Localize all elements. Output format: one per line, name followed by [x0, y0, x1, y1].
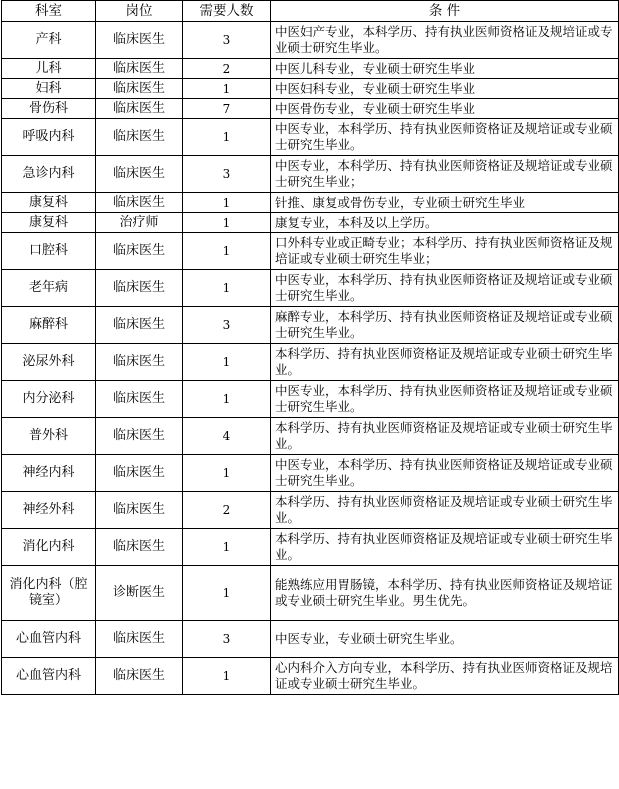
- dept-cell: 消化内科（腔镜室）: [2, 566, 96, 621]
- position-cell: 治疗师: [96, 213, 183, 233]
- position-cell: 临床医生: [96, 59, 183, 79]
- header-row: [2, 1, 619, 22]
- conditions-cell: 中医专业，本科学历、持有执业医师资格证及规培证或专业硕士研究生毕业。: [271, 381, 619, 418]
- dept-cell: 妇科: [2, 79, 96, 99]
- table-row: [2, 566, 619, 621]
- position-cell: 临床医生: [96, 621, 183, 658]
- count-cell: 3: [183, 156, 271, 193]
- table-row: [2, 344, 619, 381]
- table-row: [2, 621, 619, 658]
- recruitment-table: [1, 0, 619, 695]
- table-row: [2, 156, 619, 193]
- dept-cell: 心血管内科: [2, 621, 96, 658]
- dept-cell: 康复科: [2, 193, 96, 213]
- position-cell: 诊断医生: [96, 566, 183, 621]
- dept-cell: 产科: [2, 22, 96, 59]
- count-cell: 1: [183, 233, 271, 270]
- position-cell: 临床医生: [96, 270, 183, 307]
- position-cell: 临床医生: [96, 381, 183, 418]
- count-cell: 1: [183, 193, 271, 213]
- conditions-cell: 本科学历、持有执业医师资格证及规培证或专业硕士研究生毕业。: [271, 529, 619, 566]
- table-row: [2, 193, 619, 213]
- table-row: [2, 22, 619, 59]
- dept-cell: 消化内科: [2, 529, 96, 566]
- count-cell: 2: [183, 59, 271, 79]
- table-row: [2, 213, 619, 233]
- dept-cell: 急诊内科: [2, 156, 96, 193]
- position-cell: 临床医生: [96, 307, 183, 344]
- dept-cell: 康复科: [2, 213, 96, 233]
- count-cell: 3: [183, 621, 271, 658]
- count-cell: 1: [183, 381, 271, 418]
- position-cell: 临床医生: [96, 233, 183, 270]
- position-cell: 临床医生: [96, 418, 183, 455]
- count-cell: 1: [183, 213, 271, 233]
- conditions-cell: 本科学历、持有执业医师资格证及规培证或专业硕士研究生毕业。: [271, 418, 619, 455]
- position-cell: 临床医生: [96, 455, 183, 492]
- position-cell: 临床医生: [96, 119, 183, 156]
- header-conditions: 条 件: [271, 1, 619, 22]
- header-count: 需要人数: [183, 1, 271, 22]
- conditions-cell: 口外科专业或正畸专业；本科学历、持有执业医师资格证及规培证或专业硕士研究生毕业；: [271, 233, 619, 270]
- dept-cell: 神经内科: [2, 455, 96, 492]
- conditions-cell: 中医妇科专业，专业硕士研究生毕业: [271, 79, 619, 99]
- count-cell: 4: [183, 418, 271, 455]
- conditions-cell: 针推、康复或骨伤专业，专业硕士研究生毕业: [271, 193, 619, 213]
- table-row: [2, 381, 619, 418]
- conditions-cell: 中医骨伤专业，专业硕士研究生毕业: [271, 99, 619, 119]
- table-row: [2, 529, 619, 566]
- count-cell: 1: [183, 529, 271, 566]
- table-row: [2, 455, 619, 492]
- dept-cell: 麻醉科: [2, 307, 96, 344]
- count-cell: 7: [183, 99, 271, 119]
- conditions-cell: 心内科介入方向专业，本科学历、持有执业医师资格证及规培证或专业硕士研究生毕业。: [271, 658, 619, 695]
- dept-cell: 内分泌科: [2, 381, 96, 418]
- table-row: [2, 119, 619, 156]
- dept-cell: 骨伤科: [2, 99, 96, 119]
- header-dept: 科室: [2, 1, 96, 22]
- count-cell: 1: [183, 455, 271, 492]
- conditions-cell: 能熟练应用胃肠镜，本科学历、持有执业医师资格证及规培证或专业硕士研究生毕业。男生优先。: [271, 566, 619, 621]
- count-cell: 1: [183, 566, 271, 621]
- table-row: [2, 307, 619, 344]
- count-cell: 3: [183, 307, 271, 344]
- count-cell: 1: [183, 658, 271, 695]
- conditions-cell: 中医专业，本科学历、持有执业医师资格证及规培证或专业硕士研究生毕业。: [271, 270, 619, 307]
- count-cell: 1: [183, 119, 271, 156]
- conditions-cell: 中医专业，本科学历、持有执业医师资格证及规培证或专业硕士研究生毕业。: [271, 455, 619, 492]
- conditions-cell: 中医专业，专业硕士研究生毕业。: [271, 621, 619, 658]
- conditions-cell: 中医儿科专业，专业硕士研究生毕业: [271, 59, 619, 79]
- position-cell: 临床医生: [96, 492, 183, 529]
- dept-cell: 老年病: [2, 270, 96, 307]
- count-cell: 2: [183, 492, 271, 529]
- conditions-cell: 中医专业，本科学历、持有执业医师资格证及规培证或专业硕士研究生毕业；: [271, 156, 619, 193]
- conditions-cell: 麻醉专业，本科学历、持有执业医师资格证及规培证或专业硕士研究生毕业。: [271, 307, 619, 344]
- dept-cell: 神经外科: [2, 492, 96, 529]
- position-cell: 临床医生: [96, 344, 183, 381]
- conditions-cell: 本科学历、持有执业医师资格证及规培证或专业硕士研究生毕业。: [271, 344, 619, 381]
- table-row: [2, 418, 619, 455]
- table-row: [2, 59, 619, 79]
- conditions-cell: 康复专业，本科及以上学历。: [271, 213, 619, 233]
- table-row: [2, 99, 619, 119]
- table-row: [2, 658, 619, 695]
- dept-cell: 呼吸内科: [2, 119, 96, 156]
- count-cell: 1: [183, 270, 271, 307]
- position-cell: 临床医生: [96, 529, 183, 566]
- conditions-cell: 中医妇产专业，本科学历、持有执业医师资格证及规培证或专业硕士研究生毕业。: [271, 22, 619, 59]
- dept-cell: 口腔科: [2, 233, 96, 270]
- count-cell: 1: [183, 79, 271, 99]
- position-cell: 临床医生: [96, 79, 183, 99]
- count-cell: 3: [183, 22, 271, 59]
- dept-cell: 心血管内科: [2, 658, 96, 695]
- dept-cell: 儿科: [2, 59, 96, 79]
- position-cell: 临床医生: [96, 22, 183, 59]
- header-position: 岗位: [96, 1, 183, 22]
- position-cell: 临床医生: [96, 156, 183, 193]
- position-cell: 临床医生: [96, 99, 183, 119]
- dept-cell: 泌尿外科: [2, 344, 96, 381]
- table-row: [2, 79, 619, 99]
- count-cell: 1: [183, 344, 271, 381]
- table-row: [2, 492, 619, 529]
- table-row: [2, 233, 619, 270]
- dept-cell: 普外科: [2, 418, 96, 455]
- conditions-cell: 本科学历、持有执业医师资格证及规培证或专业硕士研究生毕业。: [271, 492, 619, 529]
- table-row: [2, 270, 619, 307]
- conditions-cell: 中医专业，本科学历、持有执业医师资格证及规培证或专业硕士研究生毕业。: [271, 119, 619, 156]
- position-cell: 临床医生: [96, 658, 183, 695]
- position-cell: 临床医生: [96, 193, 183, 213]
